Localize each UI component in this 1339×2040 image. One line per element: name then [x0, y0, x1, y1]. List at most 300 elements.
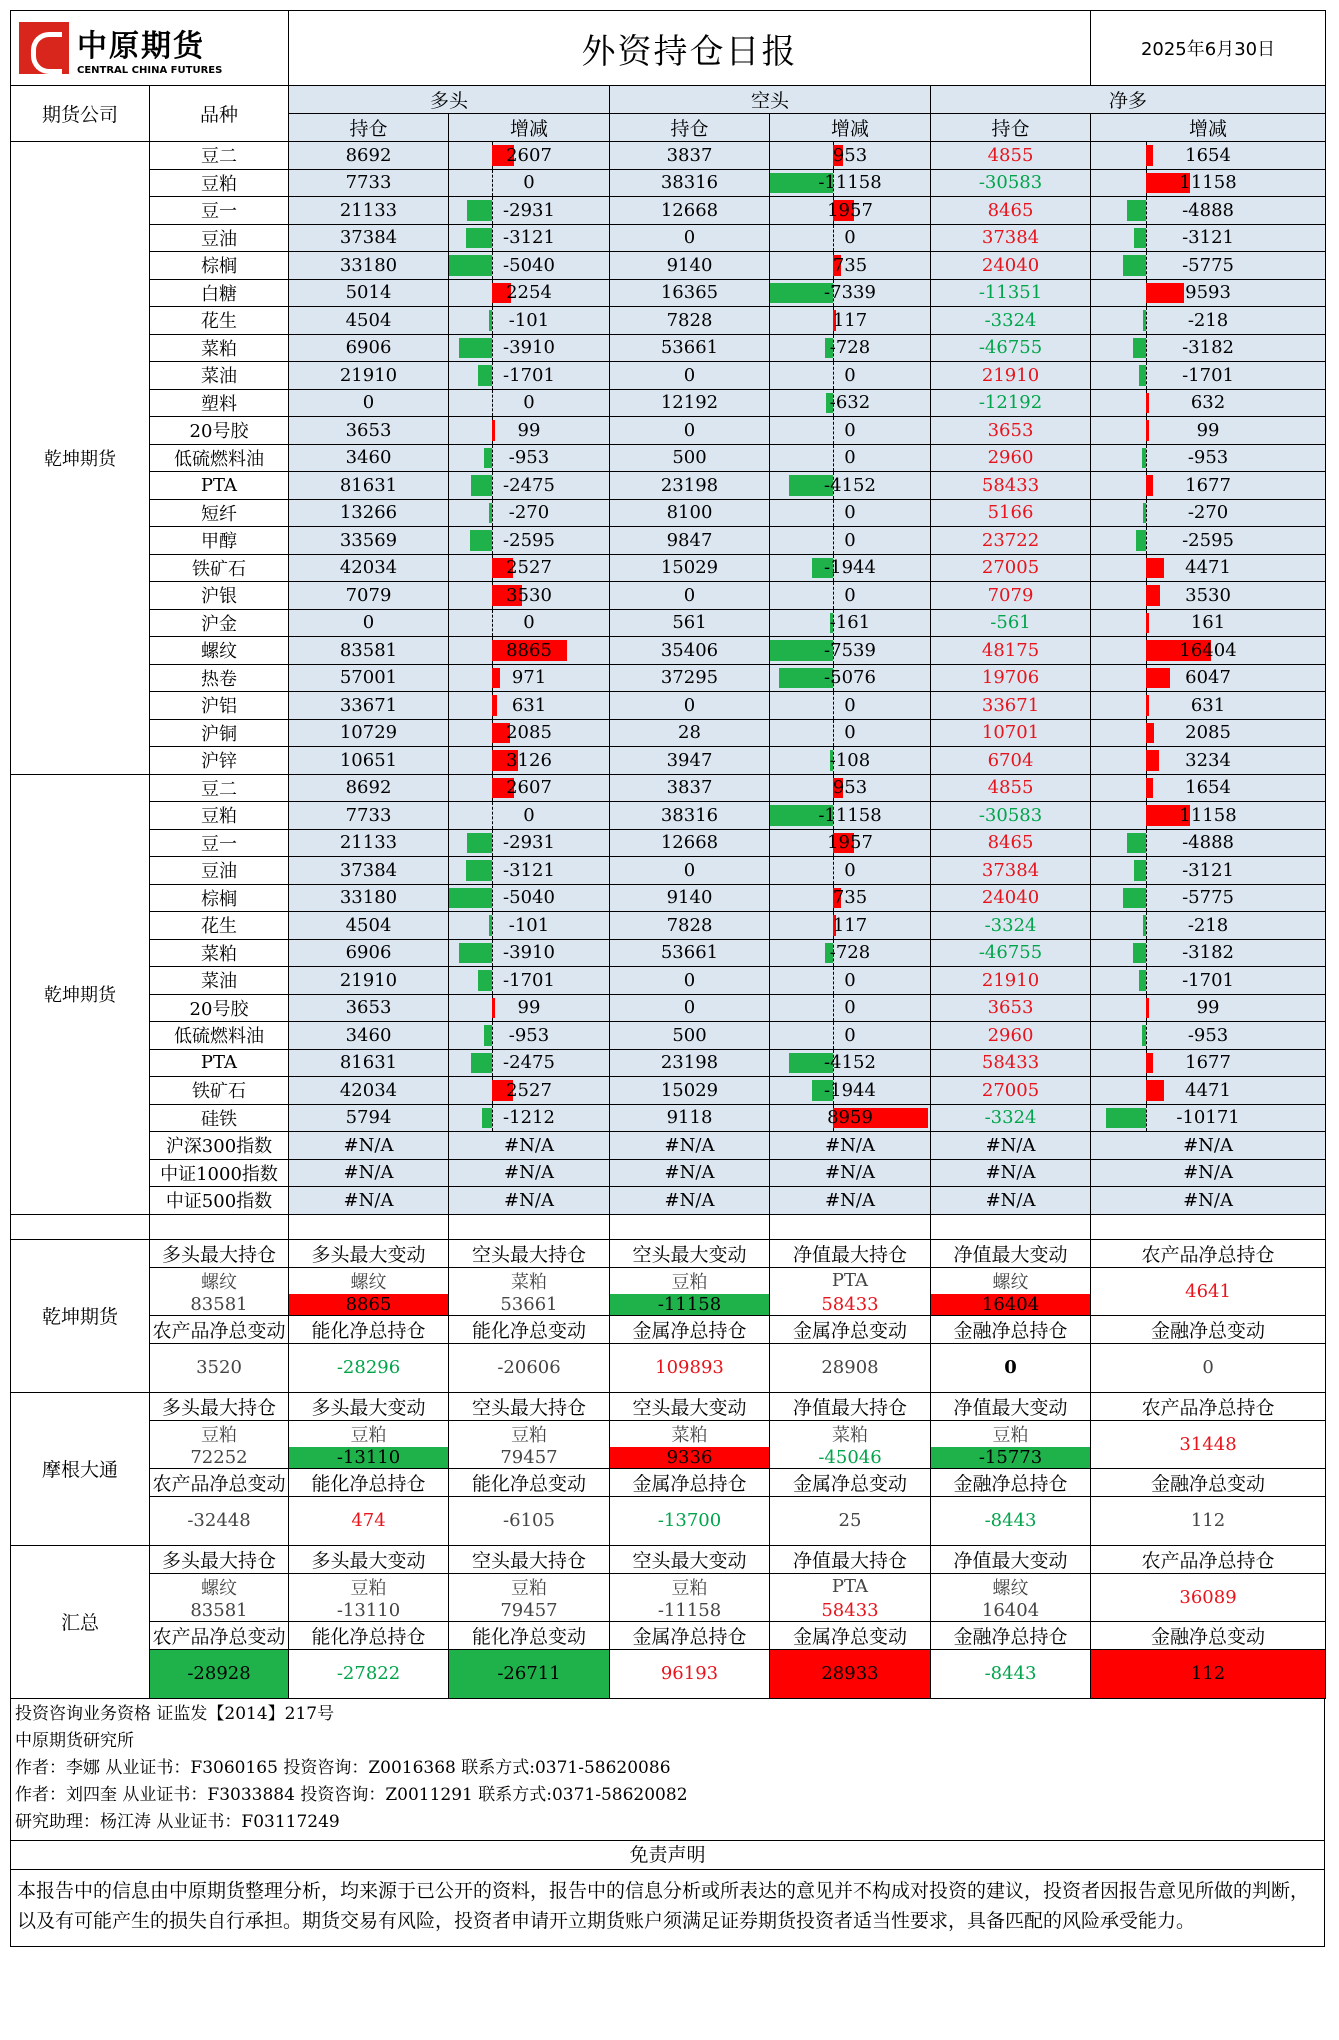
change-cell	[770, 719, 931, 747]
decrease-bar	[478, 970, 492, 991]
increase-bar	[1146, 998, 1149, 1019]
short-position: 12192	[610, 389, 770, 417]
bar-axis	[1146, 1022, 1147, 1049]
net-position: 48175	[931, 637, 1091, 665]
increase-bar	[1146, 750, 1159, 771]
long-position: 5014	[289, 279, 449, 307]
change-cell	[770, 279, 931, 307]
long-position: 57001	[289, 664, 449, 692]
table-row	[11, 967, 1326, 995]
long-position: #N/A	[289, 1132, 449, 1160]
summary-variety: 螺纹	[150, 1267, 289, 1294]
table-row	[11, 719, 1326, 747]
bar-axis	[492, 610, 493, 637]
long-position: 42034	[289, 1077, 449, 1105]
bar-axis	[1146, 445, 1147, 472]
long-position: 8692	[289, 774, 449, 802]
short-position: 9118	[610, 1104, 770, 1132]
bar-axis	[1146, 830, 1147, 857]
summary-value: 9336	[610, 1447, 770, 1469]
summary-company: 汇总	[11, 1545, 150, 1698]
col-long-change: 增减	[449, 114, 610, 142]
change-cell	[770, 1187, 931, 1215]
summary-label: 净值最大持仓	[770, 1392, 931, 1420]
change-cell	[1091, 472, 1326, 500]
col-short-change: 增减	[770, 114, 931, 142]
spacer-row	[11, 1214, 1326, 1239]
increase-bar	[1146, 613, 1149, 634]
bar-axis	[492, 197, 493, 224]
summary-label: 农产品净总变动	[150, 1621, 289, 1649]
bar-axis	[833, 225, 834, 252]
change-value: 117	[832, 309, 868, 331]
bar-axis	[492, 252, 493, 279]
change-value: 16404	[1179, 639, 1237, 661]
change-value: -2475	[503, 1052, 555, 1074]
table-row	[11, 224, 1326, 252]
bar-axis	[833, 500, 834, 527]
summary-variety: 豆粕	[289, 1573, 449, 1600]
change-cell	[1091, 582, 1326, 610]
table-row	[11, 1049, 1326, 1077]
variety-name: 塑料	[150, 389, 289, 417]
change-value: -728	[829, 942, 871, 964]
change-cell	[770, 609, 931, 637]
table-row	[11, 1104, 1326, 1132]
bar-axis	[1146, 1105, 1147, 1132]
company-name: 乾坤期货	[11, 142, 150, 775]
change-value: -1944	[824, 557, 876, 579]
short-position: 53661	[610, 939, 770, 967]
net-position: 4855	[931, 142, 1091, 170]
change-value: 6047	[1185, 667, 1231, 689]
summary-label: 农产品净总持仓	[1091, 1239, 1326, 1267]
summary-value: 8865	[289, 1294, 449, 1316]
change-value: 0	[844, 859, 856, 881]
change-cell	[770, 802, 931, 830]
increase-bar	[1146, 1053, 1153, 1074]
col-short: 空头	[610, 86, 931, 114]
summary-value: 83581	[150, 1294, 289, 1316]
disclaimer-text: 本报告中的信息由中原期货整理分析，均来源于已公开的资料，报告中的信息分析或所表达的意见并不构成对投资的建议，投资者因报告意见所做的判断，以及有可能产生的损失自行承担。期货交易有风险，投资者申请开立期货账户须满足证券期货投资者适当性要求，具备匹配的风险承受能力。	[17, 1879, 1310, 1932]
change-cell	[770, 362, 931, 390]
increase-bar	[1146, 283, 1184, 304]
change-cell	[770, 994, 931, 1022]
long-position: 10651	[289, 747, 449, 775]
bar-axis	[833, 720, 834, 747]
change-value: -3182	[1182, 942, 1234, 964]
disclaimer-title: 免责声明	[11, 1840, 1324, 1870]
summary-label: 空头最大持仓	[449, 1545, 610, 1573]
bar-axis	[833, 1022, 834, 1049]
change-value: -10171	[1176, 1107, 1240, 1129]
bar-axis	[492, 527, 493, 554]
increase-bar	[1146, 778, 1153, 799]
summary-value: 16404	[931, 1600, 1091, 1622]
change-cell	[449, 1187, 610, 1215]
variety-name: 甲醇	[150, 527, 289, 555]
col-net-change: 增减	[1091, 114, 1326, 142]
change-value: -5076	[824, 667, 876, 689]
variety-name: 中证500指数	[150, 1187, 289, 1215]
change-cell	[449, 252, 610, 280]
bar-axis	[1146, 362, 1147, 389]
net-position: 7079	[931, 582, 1091, 610]
change-value: -2931	[503, 832, 555, 854]
bar-axis	[1146, 252, 1147, 279]
spacer-cell	[11, 1214, 150, 1239]
bar-axis	[833, 857, 834, 884]
footer-line: 中原期货研究所	[15, 1730, 134, 1751]
table-row	[11, 747, 1326, 775]
short-position: 500	[610, 1022, 770, 1050]
summary-total: -13700	[610, 1496, 770, 1545]
change-value: 2527	[506, 1079, 552, 1101]
change-value: #N/A	[1183, 1189, 1233, 1211]
table-row	[11, 334, 1326, 362]
net-position: 37384	[931, 857, 1091, 885]
summary-total: 0	[1091, 1343, 1326, 1392]
bar-axis	[492, 1105, 493, 1132]
position-table	[10, 10, 1326, 1699]
variety-name: 铁矿石	[150, 554, 289, 582]
change-value: -2595	[503, 529, 555, 551]
change-cell	[1091, 1159, 1326, 1187]
table-row	[11, 197, 1326, 225]
change-cell	[770, 224, 931, 252]
summary-label: 净值最大变动	[931, 1392, 1091, 1420]
change-cell	[770, 554, 931, 582]
change-cell	[449, 417, 610, 445]
company-name: 乾坤期货	[11, 774, 150, 1214]
summary-label: 净值最大变动	[931, 1239, 1091, 1267]
summary-total-row	[11, 1496, 1326, 1545]
change-cell	[1091, 884, 1326, 912]
change-cell	[1091, 829, 1326, 857]
change-cell	[449, 307, 610, 335]
summary-label: 空头最大变动	[610, 1239, 770, 1267]
change-value: -7539	[824, 639, 876, 661]
table-row	[11, 637, 1326, 665]
summary-label: 农产品净总持仓	[1091, 1545, 1326, 1573]
summary-value: -11158	[610, 1294, 770, 1316]
summary-total: -27822	[289, 1649, 449, 1698]
variety-name: 花生	[150, 912, 289, 940]
variety-name: 豆油	[150, 857, 289, 885]
summary-label: 金属净总变动	[770, 1621, 931, 1649]
change-cell	[449, 1049, 610, 1077]
report	[10, 10, 1325, 1947]
long-position: 33671	[289, 692, 449, 720]
change-cell	[449, 499, 610, 527]
variety-name: 20号胶	[150, 417, 289, 445]
summary-value: -45046	[770, 1447, 931, 1469]
summary-value: -15773	[931, 1447, 1091, 1469]
change-cell	[449, 169, 610, 197]
table-row	[11, 169, 1326, 197]
change-cell	[449, 527, 610, 555]
decrease-bar	[1133, 943, 1146, 964]
net-position: 58433	[931, 1049, 1091, 1077]
change-cell	[449, 1104, 610, 1132]
change-value: 0	[844, 584, 856, 606]
change-cell	[770, 884, 931, 912]
change-cell	[770, 472, 931, 500]
summary-variety: 螺纹	[931, 1267, 1091, 1294]
bar-axis	[492, 335, 493, 362]
bar-axis	[492, 500, 493, 527]
summary-label: 金融净总变动	[1091, 1621, 1326, 1649]
change-value: #N/A	[504, 1189, 554, 1211]
net-position: 58433	[931, 472, 1091, 500]
change-cell	[1091, 747, 1326, 775]
bar-axis	[492, 390, 493, 417]
report-date: 2025年6月30日	[1091, 11, 1326, 86]
decrease-bar	[471, 475, 492, 496]
change-value: -5775	[1182, 254, 1234, 276]
change-cell	[449, 994, 610, 1022]
summary-label: 金融净总变动	[1091, 1468, 1326, 1496]
summary-variety: 菜粕	[770, 1420, 931, 1447]
change-value: -2931	[503, 199, 555, 221]
summary-label: 农产品净总变动	[150, 1468, 289, 1496]
change-value: 3126	[506, 749, 552, 771]
increase-bar	[1146, 145, 1153, 166]
summary-variety: 豆粕	[289, 1420, 449, 1447]
variety-name: 沪铜	[150, 719, 289, 747]
summary-label: 金融净总持仓	[931, 1468, 1091, 1496]
summary-label: 金属净总变动	[770, 1468, 931, 1496]
bar-axis	[1146, 307, 1147, 334]
short-position: #N/A	[610, 1187, 770, 1215]
summary-label: 金属净总持仓	[610, 1621, 770, 1649]
summary-variety: 豆粕	[931, 1420, 1091, 1447]
summary-value-row	[11, 1420, 1326, 1447]
change-value: 0	[844, 969, 856, 991]
summary-label: 多头最大变动	[289, 1545, 449, 1573]
change-cell	[449, 444, 610, 472]
change-value: #N/A	[504, 1134, 554, 1156]
net-position: 5166	[931, 499, 1091, 527]
decrease-bar	[1136, 530, 1146, 551]
change-cell	[449, 664, 610, 692]
short-position: 23198	[610, 472, 770, 500]
ag-total: 31448	[1091, 1420, 1326, 1468]
change-cell	[770, 1022, 931, 1050]
decrease-bar	[484, 1025, 492, 1046]
change-cell	[770, 334, 931, 362]
change-value: 0	[844, 502, 856, 524]
increase-bar	[1146, 723, 1154, 744]
change-cell	[1091, 1187, 1326, 1215]
increase-bar	[1146, 558, 1164, 579]
change-value: 0	[844, 1024, 856, 1046]
variety-name: 硅铁	[150, 1104, 289, 1132]
decrease-bar	[466, 228, 492, 249]
footer-line: 研究助理：杨江涛 从业证书：F03117249	[15, 1811, 340, 1832]
change-value: 3530	[1185, 584, 1231, 606]
increase-bar	[492, 668, 500, 689]
change-value: 9593	[1185, 282, 1231, 304]
change-value: 117	[832, 914, 868, 936]
summary-label: 净值最大持仓	[770, 1239, 931, 1267]
change-cell	[770, 857, 931, 885]
change-cell	[770, 1104, 931, 1132]
net-position: -3324	[931, 1104, 1091, 1132]
change-value: 971	[511, 667, 547, 689]
summary-company: 摩根大通	[11, 1392, 150, 1545]
change-value: -270	[508, 502, 550, 524]
long-position: 42034	[289, 554, 449, 582]
table-row	[11, 527, 1326, 555]
change-value: -3182	[1182, 337, 1234, 359]
change-value: -5040	[503, 254, 555, 276]
footer-line: 作者：刘四奎 从业证书：F3033884 投资咨询：Z0011291 联系方式:0371-58620082	[15, 1784, 688, 1805]
table-row	[11, 692, 1326, 720]
change-cell	[449, 884, 610, 912]
change-value: #N/A	[825, 1134, 875, 1156]
change-value: 11158	[1179, 804, 1237, 826]
long-position: 4504	[289, 912, 449, 940]
short-position: 35406	[610, 637, 770, 665]
summary-label: 能化净总变动	[449, 1315, 610, 1343]
variety-name: 豆一	[150, 197, 289, 225]
bar-axis	[492, 1022, 493, 1049]
change-cell	[449, 692, 610, 720]
summary-total: 3520	[150, 1343, 289, 1392]
change-cell	[770, 582, 931, 610]
net-position: 2960	[931, 444, 1091, 472]
decrease-bar	[459, 338, 492, 359]
summary-total: 28908	[770, 1343, 931, 1392]
change-value: 0	[523, 392, 535, 414]
change-value: 99	[517, 419, 541, 441]
change-value: -3121	[1182, 227, 1234, 249]
change-cell	[1091, 967, 1326, 995]
summary-variety: 豆粕	[449, 1573, 610, 1600]
summary-label: 农产品净总变动	[150, 1315, 289, 1343]
col-long: 多头	[289, 86, 610, 114]
change-value: 0	[844, 997, 856, 1019]
net-position: -30583	[931, 802, 1091, 830]
net-position: 21910	[931, 362, 1091, 390]
net-position: 24040	[931, 252, 1091, 280]
variety-name: 沪深300指数	[150, 1132, 289, 1160]
summary-label: 能化净总持仓	[289, 1621, 449, 1649]
change-cell	[1091, 994, 1326, 1022]
change-cell	[1091, 334, 1326, 362]
summary-total: 474	[289, 1496, 449, 1545]
change-cell	[449, 1022, 610, 1050]
change-cell	[449, 197, 610, 225]
summary-variety: 螺纹	[931, 1573, 1091, 1600]
summary-variety: 菜粕	[610, 1420, 770, 1447]
decrease-bar	[1127, 833, 1146, 854]
long-position: 7079	[289, 582, 449, 610]
short-position: 500	[610, 444, 770, 472]
change-value: 0	[523, 804, 535, 826]
change-cell	[449, 472, 610, 500]
bar-axis	[1146, 527, 1147, 554]
table-row	[11, 499, 1326, 527]
long-position: 21133	[289, 197, 449, 225]
table-row	[11, 609, 1326, 637]
decrease-bar	[466, 860, 492, 881]
change-value: 3530	[506, 584, 552, 606]
summary-company: 乾坤期货	[11, 1239, 150, 1392]
change-cell	[449, 609, 610, 637]
spacer-cell	[150, 1214, 289, 1239]
change-cell	[770, 499, 931, 527]
long-position: 3460	[289, 1022, 449, 1050]
short-position: 37295	[610, 664, 770, 692]
variety-name: 中证1000指数	[150, 1159, 289, 1187]
net-position: 10701	[931, 719, 1091, 747]
change-value: #N/A	[1183, 1134, 1233, 1156]
summary-total: -8443	[931, 1496, 1091, 1545]
summary-variety: 豆粕	[610, 1573, 770, 1600]
net-position: 24040	[931, 884, 1091, 912]
variety-name: 棕榈	[150, 884, 289, 912]
short-position: 0	[610, 967, 770, 995]
net-position: -30583	[931, 169, 1091, 197]
decrease-bar	[470, 530, 492, 551]
table-row	[11, 472, 1326, 500]
change-value: #N/A	[825, 1189, 875, 1211]
table-row	[11, 417, 1326, 445]
change-value: -1701	[1182, 364, 1234, 386]
short-position: 9140	[610, 252, 770, 280]
change-cell	[770, 1049, 931, 1077]
bar-axis	[492, 225, 493, 252]
spacer-cell	[449, 1214, 610, 1239]
summary-label: 金属净总持仓	[610, 1468, 770, 1496]
change-value: -4152	[824, 474, 876, 496]
variety-name: 沪锌	[150, 747, 289, 775]
summary-label: 空头最大变动	[610, 1545, 770, 1573]
change-cell	[449, 802, 610, 830]
change-value: -4888	[1182, 199, 1234, 221]
summary-total: -32448	[150, 1496, 289, 1545]
bar-axis	[492, 445, 493, 472]
summary-label-row	[11, 1545, 1326, 1573]
short-position: 7828	[610, 912, 770, 940]
net-position: -3324	[931, 307, 1091, 335]
change-value: 99	[1196, 419, 1220, 441]
decrease-bar	[489, 915, 492, 936]
col-net: 净多	[931, 86, 1326, 114]
bar-axis	[492, 472, 493, 499]
summary-variety: 豆粕	[610, 1267, 770, 1294]
short-position: 0	[610, 417, 770, 445]
change-cell	[1091, 362, 1326, 390]
bar-axis	[833, 692, 834, 719]
net-position: 3653	[931, 994, 1091, 1022]
table-row	[11, 444, 1326, 472]
variety-name: 菜油	[150, 362, 289, 390]
change-cell	[1091, 1132, 1326, 1160]
change-cell	[770, 664, 931, 692]
change-value: 8959	[827, 1107, 873, 1129]
long-position: 13266	[289, 499, 449, 527]
change-cell	[1091, 307, 1326, 335]
table-row	[11, 554, 1326, 582]
variety-name: 热卷	[150, 664, 289, 692]
summary-value: -13110	[289, 1600, 449, 1622]
col-company: 期货公司	[11, 86, 150, 142]
decrease-bar	[1143, 310, 1146, 331]
summary-total: -20606	[449, 1343, 610, 1392]
